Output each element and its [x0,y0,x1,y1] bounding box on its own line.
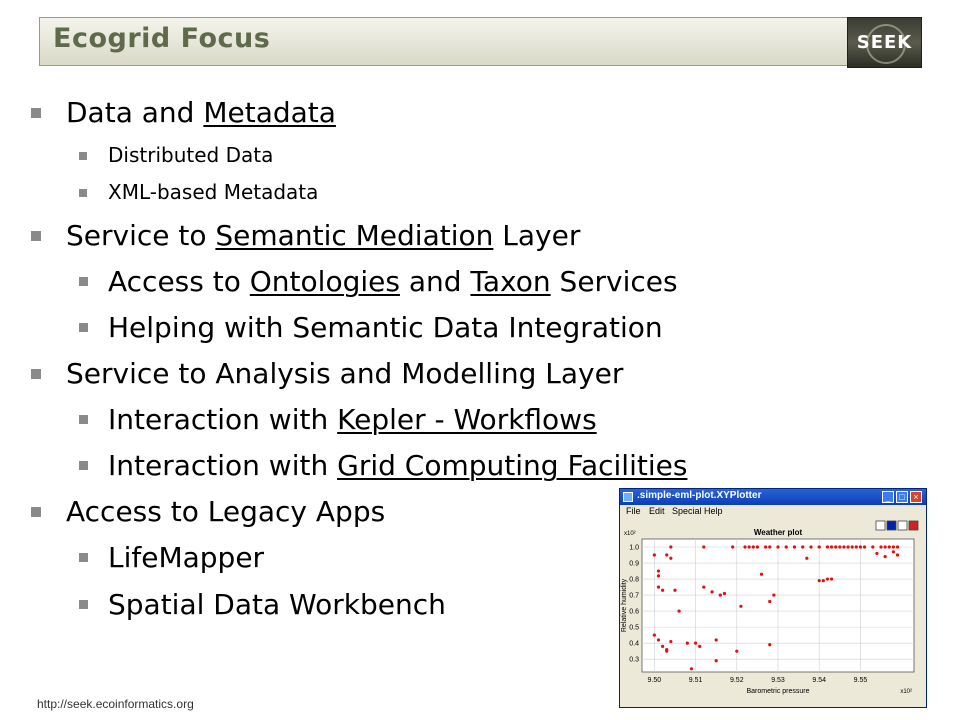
data-point [863,545,866,548]
y-tick-label: 0.5 [629,624,639,632]
y-tick-label: 0.3 [629,656,639,664]
data-point [859,545,862,548]
data-point [818,579,821,582]
data-point [698,645,701,648]
bullet-text: Interaction with [108,403,338,436]
y-tick-label: 0.8 [629,576,639,584]
app-icon [623,492,633,502]
data-point [715,638,718,641]
bullet-text: Data and [66,96,204,129]
data-point [653,553,656,556]
bullet-square-icon [79,323,88,332]
taxon-link[interactable]: Taxon [470,265,551,298]
data-point [846,545,849,548]
maximize-button[interactable]: □ [896,491,908,503]
metadata-link[interactable]: Metadata [203,96,336,129]
data-point [694,642,697,645]
data-point [677,610,680,613]
window-title: .simple-eml-plot.XYPlotter [637,490,762,501]
menu-edit[interactable]: Edit [649,506,665,516]
toolbar-button-icon [898,521,907,530]
data-point [842,545,845,548]
data-point [760,573,763,576]
bullet-text: Helping with Semantic Data Integration [108,311,663,344]
y-tick-label: 0.6 [629,608,639,616]
window-titlebar[interactable] [620,489,926,505]
x-tick-label: 9.55 [853,677,868,684]
data-point [855,545,858,548]
minimize-button[interactable]: _ [882,491,894,503]
x-axis-label: Barometric pressure [746,688,810,695]
data-point [723,592,726,595]
bullet-text: Service to [66,219,216,252]
data-point [735,650,738,653]
bullet-text: Access to Legacy Apps [66,495,386,528]
data-point [661,589,664,592]
data-point [669,545,672,548]
data-point [838,545,841,548]
data-point [731,545,734,548]
x-tick-label: 9.53 [771,677,785,684]
plot-window [619,488,927,708]
slide-title: Ecogrid Focus [53,23,271,54]
data-point [657,638,660,641]
bullet-square-icon [79,152,87,160]
data-point [809,545,812,548]
bullet-square-icon [79,553,88,562]
y-tick-label: 0.9 [629,560,639,568]
data-point [871,545,874,548]
data-point [710,590,713,593]
data-point [661,645,664,648]
data-point [673,589,676,592]
seek-logo-text: SEEK [856,32,913,53]
bullet-square-icon [31,369,41,379]
toolbar-button-icon [887,521,896,530]
plot-area [620,519,926,708]
data-point [756,545,759,548]
data-point [743,545,746,548]
data-point [669,557,672,560]
bullet-text: Layer [493,219,581,252]
bullet-text: Service to Analysis and Modelling Layer [66,357,624,390]
data-point [657,574,660,577]
y-tick-label: 0.4 [629,640,639,648]
menubar [620,505,926,518]
data-point [884,555,887,558]
bullet-text: and [399,265,471,298]
bullet-square-icon [31,507,41,517]
data-point [785,545,788,548]
seek-logo [847,17,922,68]
ontologies-link[interactable]: Ontologies [249,265,400,298]
data-point [830,577,833,580]
chart-title: Weather plot [753,528,803,537]
x-tick-label: 9.51 [688,677,703,684]
bullet-text: Interaction with [108,449,338,482]
data-point [768,600,771,603]
data-point [875,552,878,555]
toolbar-button-icon [909,521,918,530]
bullet-text: Access to [108,265,250,298]
x-scale-label: x10² [900,689,912,695]
x-tick-label: 9.50 [647,677,662,684]
y-tick-label: 1.0 [629,544,639,552]
data-point [826,577,829,580]
data-point [892,545,895,548]
data-point [768,545,771,548]
menu-help[interactable]: Help [704,506,723,516]
x-tick-label: 9.54 [812,677,827,684]
data-point [818,545,821,548]
data-point [764,545,767,548]
toolbar-button-icon [876,521,885,530]
bullet-square-icon [79,600,88,609]
data-point [739,605,742,608]
close-button[interactable]: × [910,491,922,503]
bullet-square-icon [79,415,88,424]
menu-file[interactable]: File [626,506,641,516]
data-point [822,579,825,582]
bullet-square-icon [79,277,88,286]
grid-computing-link[interactable]: Grid Computing Facilities [337,449,688,482]
menu-special[interactable]: Special [672,506,702,516]
x-tick-label: 9.52 [729,677,744,684]
data-point [879,545,882,548]
data-point [690,667,693,670]
bullet-text: Distributed Data [108,143,274,167]
data-point [772,593,775,596]
data-point [884,545,887,548]
data-point [793,545,796,548]
data-point [826,545,829,548]
data-point [768,643,771,646]
y-axis-label: Relative humidity [621,578,628,633]
data-point [657,585,660,588]
data-point [834,545,837,548]
data-point [896,545,899,548]
footer-url[interactable]: http://seek.ecoinformatics.org [37,697,194,711]
y-scale-label: x10² [624,531,636,537]
data-point [665,553,668,556]
data-point [851,545,854,548]
bullet-text: LifeMapper [108,541,265,574]
data-point [830,545,833,548]
data-point [669,640,672,643]
title-bar [39,17,849,66]
data-point [665,650,668,653]
data-point [748,545,751,548]
data-point [657,569,660,572]
data-point [888,545,891,548]
y-tick-label: 0.7 [629,592,639,600]
data-point [805,557,808,560]
data-point [801,545,804,548]
bullet-text: Spatial Data Workbench [108,588,446,621]
bullet-square-icon [79,189,87,197]
data-point [715,659,718,662]
data-point [896,553,899,556]
data-point [719,593,722,596]
data-point [702,585,705,588]
bullet-square-icon [31,231,41,241]
data-point [752,545,755,548]
bullet-square-icon [31,108,41,118]
semantic-mediation-link[interactable]: Semantic Mediation [215,219,494,252]
data-point [702,545,705,548]
data-point [653,634,656,637]
bullet-square-icon [79,461,88,470]
data-point [776,545,779,548]
kepler-workflows-link[interactable]: Kepler - Workflows [337,403,597,436]
bullet-text: Services [550,265,678,298]
data-point [686,642,689,645]
bullet-text: XML-based Metadata [108,180,319,204]
data-point [892,550,895,553]
